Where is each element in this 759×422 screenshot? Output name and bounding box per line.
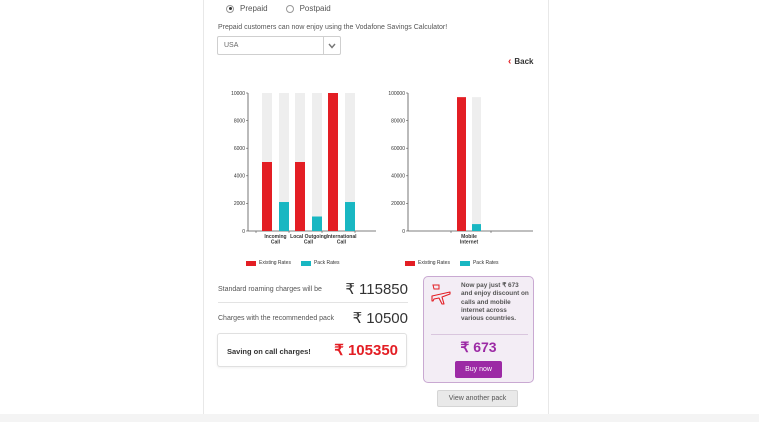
- legend-swatch-existing-2: [405, 261, 415, 266]
- view-another-pack-button[interactable]: View another pack: [437, 390, 518, 407]
- plane-icon: [430, 283, 452, 307]
- bar-pack-0-0: [279, 202, 289, 231]
- x-tick-label-0-2-1: Call: [336, 239, 347, 246]
- legend-left: [246, 260, 350, 266]
- chevron-down-icon[interactable]: [323, 37, 340, 54]
- offer-text: Now pay just ₹ 673 and enjoy discount on calls and mobile internet across various countries.: [461, 282, 529, 323]
- y-tick-label-1-5: 100000: [388, 90, 405, 97]
- y-tick-label-0-0: 0: [242, 228, 245, 235]
- y-tick-label-0-1: 2000: [233, 201, 245, 208]
- x-tick-label-0-0-0: Incoming: [264, 234, 287, 240]
- standard-charges-row: [218, 280, 408, 298]
- y-tick-label-0-3: 6000: [233, 146, 245, 152]
- footer-band: [0, 414, 759, 422]
- y-tick-label-1-4: 80000: [391, 118, 405, 125]
- y-tick-label-0-4: 8000: [233, 118, 245, 125]
- x-tick-label-0-1-1: Call: [303, 239, 314, 246]
- bar-background-pack-0-1: [312, 93, 322, 231]
- x-tick-label-0-0-1: Call: [270, 239, 281, 246]
- pack-charges-label: Charges with the recommended pack: [218, 314, 334, 322]
- x-tick-label-1-0-1: Internet: [459, 239, 479, 246]
- legend-swatch-existing: [246, 261, 256, 266]
- legend-label-existing: Existing Rates: [259, 260, 291, 266]
- legend-label-pack: Pack Rates: [313, 260, 340, 266]
- buy-now-button[interactable]: Buy now: [455, 361, 502, 378]
- y-tick-label-0-5: 10000: [231, 90, 245, 97]
- prepaid-radio[interactable]: [226, 5, 234, 13]
- offer-divider: [431, 334, 528, 335]
- x-tick-label-0-2-0: International: [326, 234, 357, 240]
- y-tick-label-1-3: 60000: [391, 146, 405, 152]
- standard-charges-amount: ₹ 115850: [345, 281, 408, 298]
- charts-area: [218, 84, 548, 256]
- prepaid-label[interactable]: Prepaid: [240, 4, 268, 13]
- legend-item-pack: [301, 260, 340, 266]
- pack-charges-amount: ₹ 10500: [352, 310, 408, 327]
- postpaid-radio[interactable]: [286, 5, 294, 13]
- legend-swatch-pack: [301, 261, 311, 266]
- legend-label-existing-2: Existing Rates: [418, 260, 450, 266]
- offer-price: ₹ 673: [460, 339, 497, 355]
- back-link[interactable]: [508, 56, 533, 67]
- legend-item-existing-2: [405, 260, 450, 266]
- saving-box: [217, 333, 407, 367]
- y-tick-label-1-0: 0: [402, 228, 405, 235]
- standard-charges-label: Standard roaming charges will be: [218, 285, 322, 293]
- country-select-value: USA: [224, 42, 239, 49]
- bar-existing-1-0: [457, 97, 466, 231]
- divider: [218, 302, 408, 303]
- bar-background-pack-1-0: [472, 97, 481, 231]
- bar-pack-0-2: [345, 202, 355, 231]
- offer-card: [423, 276, 534, 383]
- back-label: Back: [514, 57, 534, 66]
- legend-right: [405, 260, 509, 266]
- y-tick-label-0-2: 4000: [233, 173, 245, 180]
- legend-item-existing: [246, 260, 291, 266]
- chevron-left-icon: ‹: [508, 56, 512, 67]
- bar-pack-1-0: [472, 224, 481, 231]
- x-tick-label-1-0-0: Mobile: [461, 234, 477, 240]
- saving-label: Saving on call charges!: [227, 347, 311, 356]
- bar-existing-0-2: [328, 93, 338, 231]
- saving-amount: ₹ 105350: [334, 342, 398, 359]
- info-text: Prepaid customers can now enjoy using the Vodafone Savings Calculator!: [218, 24, 448, 31]
- pack-charges-row: [218, 309, 408, 327]
- country-select[interactable]: [217, 36, 341, 55]
- legend-swatch-pack-2: [460, 261, 470, 266]
- bar-pack-0-1: [312, 217, 322, 231]
- x-tick-label-0-1-0: Local Outgoing: [290, 234, 327, 240]
- postpaid-label[interactable]: Postpaid: [299, 4, 331, 13]
- legend-label-pack-2: Pack Rates: [472, 260, 499, 266]
- y-tick-label-1-2: 40000: [391, 173, 405, 180]
- bar-existing-0-1: [295, 162, 305, 231]
- y-tick-label-1-1: 20000: [391, 201, 405, 208]
- legend-item-pack-2: [460, 260, 499, 266]
- plan-radio-group: [226, 4, 349, 13]
- bar-existing-0-0: [262, 162, 272, 231]
